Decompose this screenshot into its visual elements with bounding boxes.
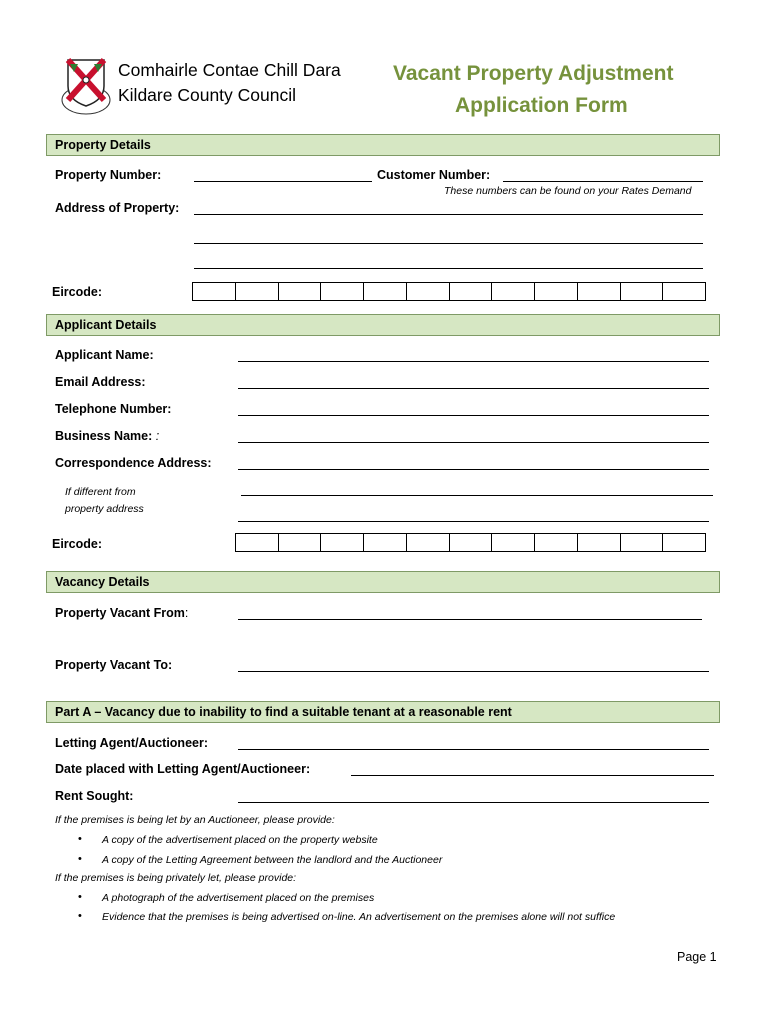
eircode-char-box[interactable] (492, 534, 535, 551)
date-placed-field[interactable] (351, 775, 714, 776)
address-field-line1[interactable] (194, 214, 703, 215)
section-property-details (46, 134, 720, 156)
eircode-char-box[interactable] (450, 283, 493, 300)
correspondence-field-line3[interactable] (238, 521, 709, 522)
rent-sought-field[interactable] (238, 802, 709, 803)
customer-number-label: Customer Number: (377, 168, 491, 182)
applicant-name-label: Applicant Name: (55, 348, 154, 362)
private-intro: If the premises is being privately let, please provide: (55, 872, 297, 884)
eircode-char-box[interactable] (535, 534, 578, 551)
eircode-char-box[interactable] (407, 534, 450, 551)
section-heading: Part A – Vacancy due to inability to find a suitable tenant at a reasonable rent (55, 705, 512, 719)
eircode-label: Eircode: (52, 537, 103, 551)
applicant-name-field[interactable] (238, 361, 709, 362)
vacant-to-label: Property Vacant To: (55, 658, 173, 672)
list-item: A photograph of the advertisement placed on the premises (102, 892, 375, 904)
eircode-boxes[interactable] (235, 533, 706, 552)
council-name-english: Kildare County Council (118, 85, 297, 105)
address-field-line3[interactable] (194, 268, 703, 269)
email-label: Email Address: (55, 375, 146, 389)
bullet: • (78, 833, 82, 845)
section-heading: Property Details (55, 138, 151, 152)
address-label: Address of Property: (55, 201, 180, 215)
council-crest-icon (58, 56, 114, 118)
page-number: Page 1 (677, 950, 717, 964)
correspondence-label: Correspondence Address: (55, 456, 212, 470)
eircode-label: Eircode: (52, 285, 103, 299)
section-vacancy-details (46, 571, 720, 593)
bullet: • (78, 910, 82, 922)
eircode-char-box[interactable] (621, 283, 664, 300)
eircode-char-box[interactable] (321, 534, 364, 551)
correspondence-field-line2[interactable] (241, 495, 713, 496)
eircode-char-box[interactable] (279, 283, 322, 300)
property-number-field[interactable] (194, 181, 372, 182)
if-different-note-line2: property address (65, 503, 144, 515)
date-placed-label: Date placed with Letting Agent/Auctioneer: (55, 762, 311, 776)
eircode-char-box[interactable] (236, 283, 279, 300)
eircode-char-box[interactable] (535, 283, 578, 300)
eircode-char-box[interactable] (663, 283, 705, 300)
auctioneer-intro: If the premises is being let by an Auctioneer, please provide: (55, 814, 335, 826)
list-item: A copy of the advertisement placed on the property website (102, 834, 378, 846)
telephone-label: Telephone Number: (55, 402, 172, 416)
eircode-char-box[interactable] (193, 283, 236, 300)
section-heading: Vacancy Details (55, 575, 150, 589)
eircode-char-box[interactable] (578, 283, 621, 300)
business-name-suffix: : (155, 429, 160, 443)
eircode-char-box[interactable] (578, 534, 621, 551)
vacant-from-suffix: : (184, 606, 189, 620)
eircode-char-box[interactable] (279, 534, 322, 551)
address-field-line2[interactable] (194, 243, 703, 244)
eircode-char-box[interactable] (663, 534, 705, 551)
numbers-note: These numbers can be found on your Rates Demand (444, 185, 692, 197)
letting-agent-label: Letting Agent/Auctioneer: (55, 736, 209, 750)
council-logo (58, 56, 114, 118)
eircode-char-box[interactable] (321, 283, 364, 300)
business-name-label (55, 429, 159, 443)
correspondence-field-line1[interactable] (238, 469, 709, 470)
section-heading: Applicant Details (55, 318, 157, 332)
telephone-field[interactable] (238, 415, 709, 416)
email-field[interactable] (238, 388, 709, 389)
list-item: A copy of the Letting Agreement between the landlord and the Auctioneer (102, 854, 443, 866)
vacant-to-field[interactable] (238, 671, 709, 672)
letting-agent-field[interactable] (238, 749, 709, 750)
vacant-from-field[interactable] (238, 619, 702, 620)
eircode-char-box[interactable] (364, 534, 407, 551)
list-item: Evidence that the premises is being advertised on-line. An advertisement on the premises alone will not suffice (102, 911, 616, 923)
eircode-char-box[interactable] (364, 283, 407, 300)
eircode-char-box[interactable] (407, 283, 450, 300)
vacant-from-label-text: Property Vacant From (55, 606, 185, 620)
property-number-label: Property Number: (55, 168, 162, 182)
business-name-label-text: Business Name: (55, 429, 153, 443)
eircode-char-box[interactable] (450, 534, 493, 551)
vacant-from-label (55, 606, 188, 620)
if-different-note-line1: If different from (65, 486, 136, 498)
section-applicant-details (46, 314, 720, 336)
eircode-boxes[interactable] (192, 282, 706, 301)
form-title-line1: Vacant Property Adjustment (393, 62, 674, 85)
bullet: • (78, 853, 82, 865)
section-part-a (46, 701, 720, 723)
business-name-field[interactable] (238, 442, 709, 443)
bullet: • (78, 891, 82, 903)
council-name-irish: Comhairle Contae Chill Dara (118, 60, 341, 80)
eircode-char-box[interactable] (236, 534, 279, 551)
eircode-char-box[interactable] (492, 283, 535, 300)
eircode-char-box[interactable] (621, 534, 664, 551)
form-title-line2: Application Form (455, 94, 628, 117)
customer-number-field[interactable] (503, 181, 703, 182)
rent-sought-label: Rent Sought: (55, 789, 134, 803)
